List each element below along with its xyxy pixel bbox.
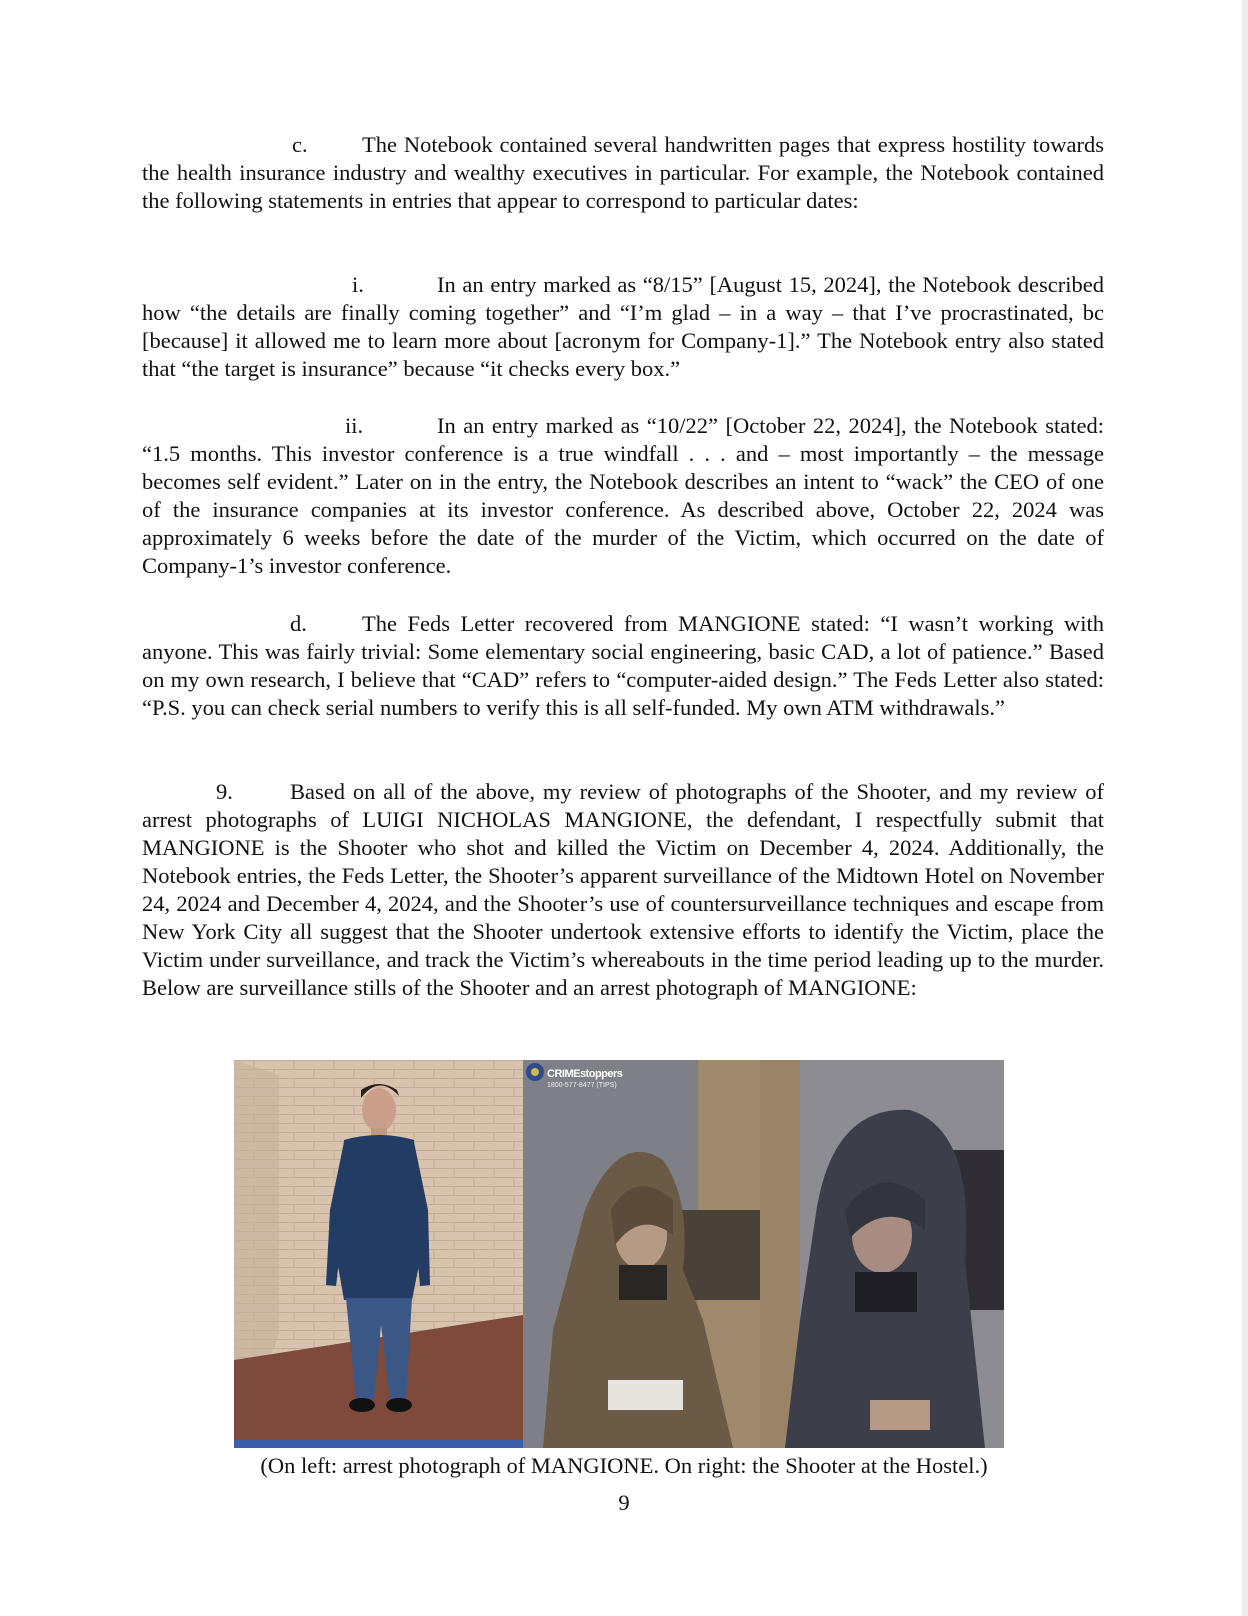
paragraph-c-text: The Notebook contained several handwritten pages that express hostility towards the health insurance industry and wealthy executives in particular. For example, the Notebook contained the following statements in entries that appear to correspond to particular dates: (142, 132, 1104, 213)
paragraph-9-text: Based on all of the above, my review of photographs of the Shooter, and my review of arrest photographs of LUIGI NICHOLAS MANGIONE, the defendant, I respectfully submit that MANGIONE is the Shooter who shot and killed the Victim on December 4, 2024. Additionally, the Notebook entries, the Feds Letter, the Shooter’s apparent surveillance of the Midtown Hotel on November 24, 2024 and December 4, 2024, and the Shooter’s use of countersurveillance techniques and escape from New York City all suggest that the Shooter undertook extensive efforts to identify the Victim, place the Victim under surveillance, and track the Victim’s whereabouts in the time period leading up to the murder. Below are surveillance stills of the Shooter and an arrest photograph of MANGIONE: (142, 779, 1104, 1000)
surveillance-still-1 (523, 1060, 760, 1448)
paragraph-i-text: In an entry marked as “8/15” [August 15, 2024], the Notebook described how “the details are finally coming together” and “I’m glad – in a way – that I’ve procrastinated, bc [because] it allowed me to learn more about [acronym for Company-1].” The Notebook entry also stated that “the target is insurance” because “it checks every box.” (142, 272, 1104, 381)
paragraph-d (142, 610, 1104, 722)
paragraph-ii (142, 412, 1104, 580)
surveillance-still-2 (760, 1060, 1004, 1448)
paragraph-d-text: The Feds Letter recovered from MANGIONE stated: “I wasn’t working with anyone. This was fairly trivial: Some elementary social engineering, basic CAD, a lot of patience.” Based on my own research, I believe that “CAD” refers to “computer-aided design.” The Feds Letter also stated: “P.S. you can check serial numbers to verify this is all self-funded. My own ATM withdrawals.” (142, 611, 1104, 720)
crimestoppers-phone: 1800-577-8477 (TIPS) (547, 1082, 617, 1089)
paragraph-i-label: i. (352, 272, 364, 297)
paragraph-c-label: c. (292, 132, 308, 157)
paragraph-d-label: d. (290, 611, 307, 636)
crimestoppers-badge-icon (526, 1063, 544, 1081)
paragraph-9-label: 9. (216, 779, 233, 804)
page-number: 9 (618, 1490, 630, 1515)
paragraph-i (142, 271, 1104, 383)
paragraph-ii-text: In an entry marked as “10/22” [October 22, 2024], the Notebook stated: “1.5 months. This investor conference is a true windfall . . . and – most importantly – the message becomes self evident.” Later on in the entry, the Notebook describes an intent to “wack” the CEO of one of the insurance companies at its investor conference. As described above, October 22, 2024 was approximately 6 weeks before the date of the murder of the Victim, which occurred on the date of Company-1’s investor conference. (142, 413, 1104, 578)
paragraph-9 (142, 778, 1104, 1002)
page-edge (1242, 0, 1248, 1616)
paragraph-ii-label: ii. (345, 413, 364, 438)
figure-caption: (On left: arrest photograph of MANGIONE. On right: the Shooter at the Hostel.) (260, 1453, 988, 1478)
crimestoppers-brand: CRIMEstoppers (547, 1068, 623, 1080)
photo-figure (234, 1060, 1004, 1448)
paragraph-c (142, 131, 1104, 215)
arrest-photo (234, 1060, 523, 1448)
